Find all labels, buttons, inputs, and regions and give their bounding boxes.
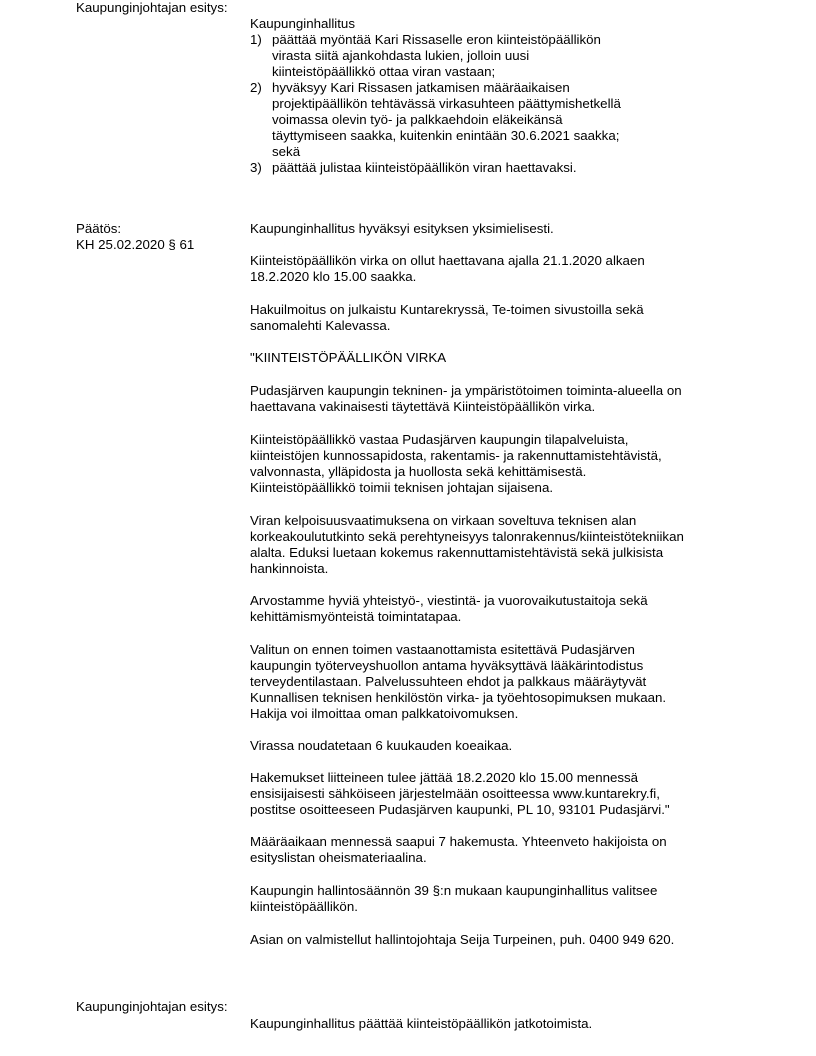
decision-paragraph: Hakuilmoitus on julkaistu Kuntarekryssä, Te-toimen sivustoilla sekä sanomalehti Kalevassa.: [250, 302, 644, 333]
proposal-intro: Kaupunginhallitus: [250, 16, 355, 31]
list-item: [250, 80, 740, 160]
job-ad-title: "KIINTEISTÖPÄÄLLIKÖN VIRKA: [250, 350, 447, 365]
list-item: [250, 160, 740, 176]
decision-paragraph: Kiinteistöpäällikkö vastaa Pudasjärven kaupungin tilapalveluista, kiinteistöjen kunnossapidosta, rakentamis- ja rakennuttamistehtävistä, valvonnasta, ylläpidosta ja huollosta sekä kehittämisestä. Kiinteistöpäällikkö toimii teknisen johtajan sijaisena.: [250, 432, 662, 495]
list-item-number: 1): [250, 32, 262, 47]
decision-paragraph: Asian on valmistellut hallintojohtaja Seija Turpeinen, puh. 0400 949 620.: [250, 932, 675, 947]
list-item: [250, 32, 740, 80]
list-item-number: 3): [250, 160, 262, 175]
list-item-text: hyväksyy Kari Rissasen jatkamisen määräaikaisen projektipäällikön tehtävässä virkasuhteen päättymishetkellä voimassa olevin työ- ja palkkaehdoin eläkeikänsä täyttymiseen saakka, kuitenkin enintään 30.6.2021 saakka; sekä: [272, 80, 621, 159]
proposal-block-2: [250, 1016, 740, 1032]
list-item-number: 2): [250, 80, 262, 95]
proposal-paragraph: Kaupunginhallitus päättää kiinteistöpäällikön jatkotoimista.: [250, 1016, 593, 1031]
proposal-label: Kaupunginjohtajan esitys:: [76, 0, 228, 15]
decision-paragraph: Määräaikaan mennessä saapui 7 hakemusta. Yhteenveto hakijoista on esityslistan oheismateriaalina.: [250, 834, 667, 865]
decision-block: [250, 221, 740, 948]
proposal-list: [250, 32, 740, 176]
decision-paragraph: Kaupungin hallintosäännön 39 §:n mukaan kaupunginhallitus valitsee kiinteistöpäällikön.: [250, 883, 658, 914]
decision-paragraph: Kaupunginhallitus hyväksyi esityksen yksimielisesti.: [250, 221, 554, 236]
decision-label: Päätös: KH 25.02.2020 § 61: [76, 221, 195, 252]
decision-paragraph: Hakemukset liitteineen tulee jättää 18.2.2020 klo 15.00 mennessä ensisijaisesti sähköiseen järjestelmään osoitteessa www.kuntarekry.fi, postitse osoitteeseen Pudasjärven kaupunki, PL 10, 93101 Pudasjärvi.": [250, 770, 670, 817]
decision-paragraph: Virassa noudatetaan 6 kuukauden koeaikaa.: [250, 738, 513, 753]
decision-paragraph: Arvostamme hyviä yhteistyö-, viestintä- ja vuorovaikutustaitoja sekä kehittämismyönteistä toimintatapaa.: [250, 593, 648, 624]
list-item-text: päättää julistaa kiinteistöpäällikön viran haettavaksi.: [272, 160, 577, 175]
decision-paragraph: Pudasjärven kaupungin tekninen- ja ympäristötoimen toiminta-alueella on haettavana vakinaisesti täytettävä Kiinteistöpäällikön virka.: [250, 383, 682, 414]
list-item-text: päättää myöntää Kari Rissaselle eron kiinteistöpäällikön virasta siitä ajankohdasta lukien, jolloin uusi kiinteistöpäällikkö ottaa viran vastaan;: [272, 32, 601, 79]
decision-paragraph: Kiinteistöpäällikön virka on ollut haettavana ajalla 21.1.2020 alkaen 18.2.2020 klo 15.00 saakka.: [250, 253, 645, 284]
proposal-label-2: Kaupunginjohtajan esitys:: [76, 999, 228, 1014]
proposal-block: [250, 16, 740, 176]
decision-paragraph: Viran kelpoisuusvaatimuksena on virkaan soveltuva teknisen alan korkeakoulututkinto sekä perehtyneisyys talonrakennus/kiinteistötekniikan alalta. Eduksi luetaan kokemus rakennuttamistehtävistä sekä julkisista hankinnoista.: [250, 513, 684, 576]
decision-paragraph: Valitun on ennen toimen vastaanottamista esitettävä Pudasjärven kaupungin työterveyshuollon antama hyväksyttävä lääkärintodistus terveydentilastaan. Palvelussuhteen ehdot ja palkkaus määräytyvät Kunnallisen teknisen henkilöstön virka- ja työehtosopimuksen mukaan. Hakija voi ilmoittaa oman palkkatoivomuksen.: [250, 642, 667, 721]
